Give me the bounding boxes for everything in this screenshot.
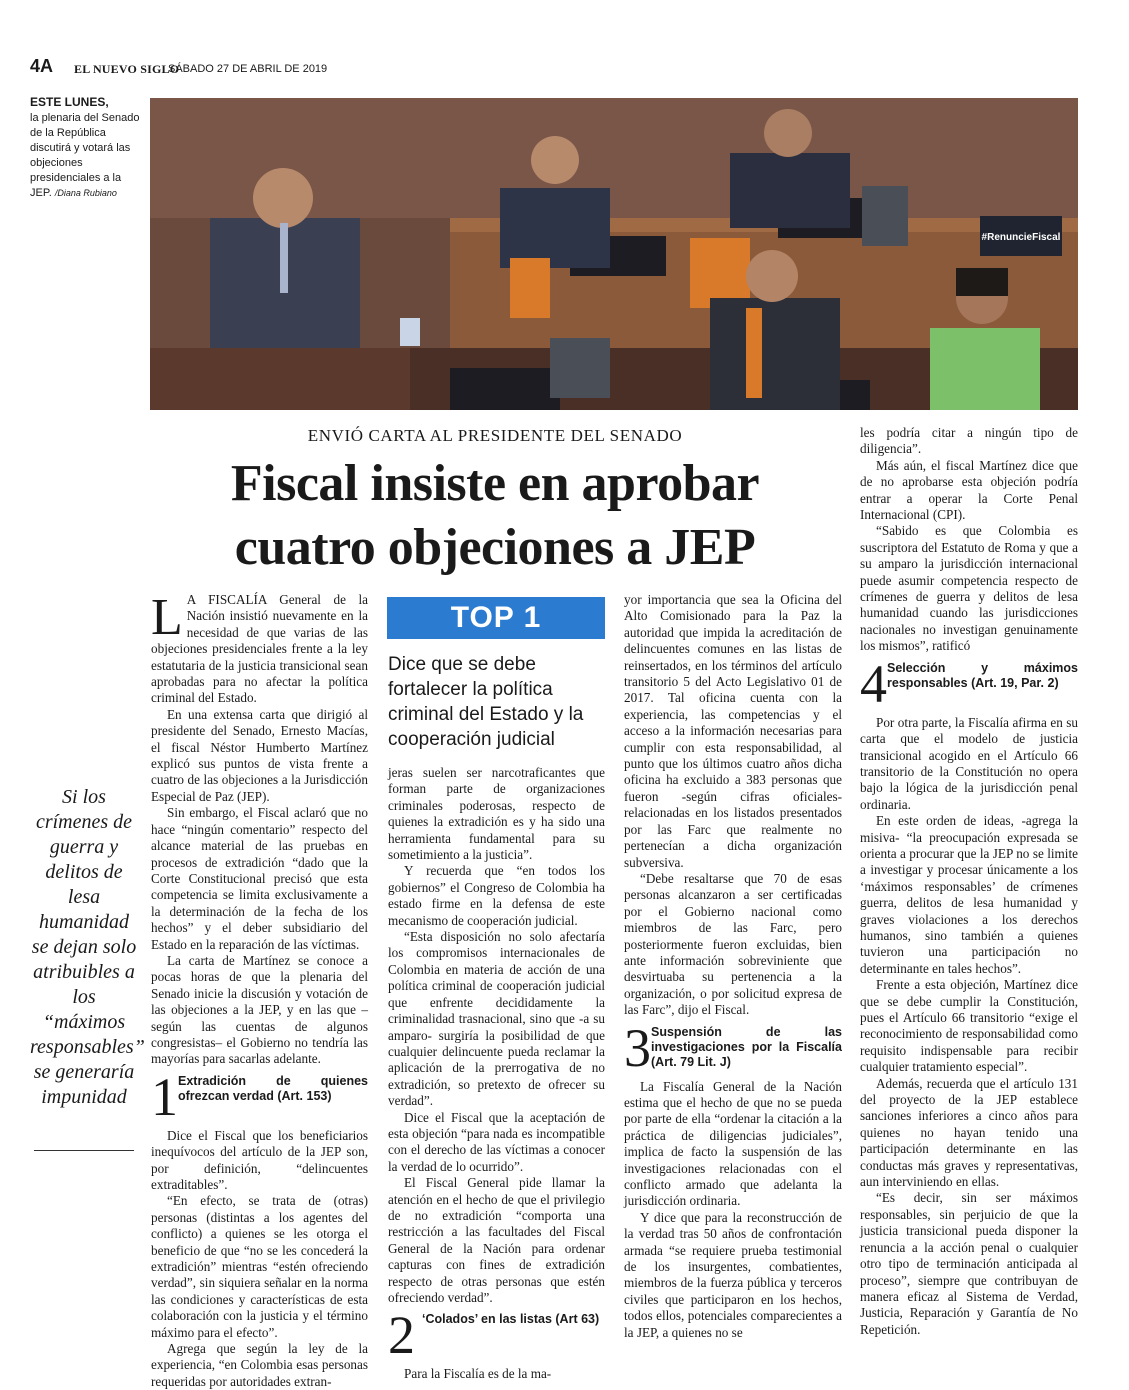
paragraph: El Fiscal General pide llamar la atención en el hecho de que el privilegio de no extradición “comporta una restricción a las facultades del Fiscal General de la Nación para ordenar capturas con fines de extradición respecto de otras personas que estén ofreciendo verdad”. — [388, 1175, 605, 1305]
subhead-number: 1 — [151, 1066, 178, 1127]
headline-line-2: cuatro objeciones a JEP — [234, 519, 756, 576]
paragraph: La Fiscalía General de la Nación estima que el hecho de que no se pueda por parte de ella “ordenar la citación a la práctica de diligencias judiciales”, implica de facto la suspensión de las investigaciones relacionadas con el conflicto armado que adelanta la jurisdicción ordinaria. — [624, 1078, 842, 1209]
article-kicker: ENVIÓ CARTA AL PRESIDENTE DEL SENADO — [307, 426, 683, 445]
paragraph: Por otra parte, la Fiscalía afirma en su carta que el modelo de justicia transicional acogido en el Artículo 66 transitorio de la Constitución no opera bajo la lógica de la jurisdicción penal ordinaria. — [860, 714, 1078, 812]
paragraph: yor importancia que sea la Oficina del Alto Comisionado para la Paz la autoridad que impida la acreditación de delincuentes comunes en las listas de reinsertados, en los términos del artículo transitorio 5 del Acto Legislativo 01 de 2017. Tal oficina cuenta con la experiencia, las competencias y el acceso a la información necesarias para cumplir con esta responsabilidad, al punto que los últimos cuatro años dicha oficina ha excluido a 383 personas que fueron -según cifras oficiales- relacionadas en los listados presentados por las Farc que realmente no pertenecían a dicha organización subversiva. — [624, 592, 842, 870]
paragraph: En una extensa carta que dirigió al presidente del Senado, Ernesto Macías, el fiscal Néstor Humberto Martínez explicó sus puntos de vista frente a cuatro de las objeciones a la Jurisdicción Especial de Paz (JEP). — [151, 706, 368, 804]
paragraph: A FISCALÍA General de la Nación insistió nuevamente en la necesidad de que varias de las objeciones presidenciales frente a la ley estatutaria de la justicia transicional sean aprobadas para no afectar la política criminal del Estado. — [151, 592, 368, 706]
article-headline — [150, 452, 840, 580]
subhead-number: 2 — [388, 1305, 415, 1366]
photo-caption — [30, 95, 140, 201]
caption-text: la plenaria del Senado de la República discutirá y votará las objeciones presidenciales a la JEP. — [30, 112, 140, 199]
protest-sign-text: #RenuncieFiscal — [981, 232, 1061, 243]
paragraph: “Debe resaltarse que 70 de esas personas alcanzaron a ser certificadas por el Gobierno nacional como miembros de las Farc, pero posteriormente fueron excluidas, bien ante información sobreviniente que desvirtuaba su pertenencia a la organización, o por solicitud expresa de las Farc”, dijo el Fiscal. — [624, 870, 842, 1018]
subhead-title: Selección y máximos responsables (Art. 19, Par. 2) — [887, 660, 1078, 690]
drop-cap: L — [151, 589, 183, 646]
paragraph: “Esta disposición no solo afectaría los compromisos internacionales de Colombia en materia de acción de una política criminal de cooperación judicial que enfrente decididamente la criminalidad trasnacional, sino que -a su amparo- surgiría la posibilidad de que cualquier delincuente pueda reclamar la aplicación de la prerrogativa de no extradición, so pretexto de ofrecer su verdad”. — [388, 929, 605, 1109]
column-3 — [624, 592, 842, 1341]
paragraph: Más aún, el fiscal Martínez dice que de no aprobarse esta objeción podría entrar a operar la Corte Penal Internacional (CPI). — [860, 457, 1078, 523]
subhead-2 — [388, 1305, 605, 1366]
column-1 — [151, 589, 368, 1390]
paragraph: Además, recuerda que el artículo 131 del proyecto de la JEP establece sanciones inferiores a cinco años para quienes no hayan tenido una participación determinante en las conductas más graves y representativas, aun interviniendo en ellas. — [860, 1075, 1078, 1190]
issue-date: SÁBADO 27 DE ABRIL DE 2019 — [168, 63, 328, 75]
subhead-number: 3 — [624, 1017, 651, 1078]
paragraph: “En efecto, se trata de (otras) personas (distintas a los agentes del conflicto) a quienes se les otorga el beneficio de que “no se les concederá la extradición” mientras “estén ofreciendo verdad”, sin siquiera señalar en la norma las condiciones y características de esta colaboración con la justicia y el término máximo para el efecto”. — [151, 1193, 368, 1340]
paragraph: Y dice que para la reconstrucción de la verdad tras 50 años de confrontación armada “se requiere prueba testimonial de los insurgentes, combatientes, miembros de la fuerza pública y terceros civiles que participaron en los hechos, todos ellos, potenciales comparecientes a la JEP, a quienes no se — [624, 1209, 842, 1340]
caption-lead: ESTE LUNES, — [30, 95, 109, 109]
paragraph: Dice el Fiscal que la aceptación de esta objeción “para nada es incompatible con el derecho de las víctimas a conocer la verdad de lo ocurrido”. — [388, 1109, 605, 1174]
photo-credit: /Diana Rubiano — [54, 188, 117, 198]
paragraph: jeras suelen ser narcotraficantes que forman parte de organizaciones criminales poderosas, respecto de quienes la extradición es y ha sido una herramienta fundamental para su sometimiento a la justicia”. — [388, 765, 605, 863]
top1-text: Dice que se debe fortalecer la política criminal del Estado y la cooperación judicial — [388, 654, 584, 750]
paragraph: Sin embargo, el Fiscal aclaró que no hace “ningún comentario” respecto del alcance material de las pruebas en procesos de extradición “dado que la Corte Constitucional precisó que esta competencia se limita exclusivamente a la determinación de la fecha de los hechos” y el deber subsidiario del Estado en la reparación de las víctimas. — [151, 805, 368, 952]
page-number: 4A — [30, 56, 54, 76]
subhead-title: Suspensión de las investigaciones por la Fiscalía (Art. 79 Lit. J) — [651, 1024, 842, 1069]
subhead-title: ‘Colados’ en las listas (Art 63) — [422, 1312, 600, 1327]
paragraph: Agrega que según la ley de la experiencia, “en Colombia esas personas requeridas por autoridades extran- — [151, 1341, 368, 1389]
column-4 — [860, 425, 1078, 1338]
paragraph: Dice el Fiscal que los beneficiarios inequívocos del artículo de la JEP son, por definición, “delincuentes extraditables”. — [151, 1127, 368, 1192]
subhead-4 — [860, 653, 1078, 714]
paragraph: “Sabido es que Colombia es suscriptora del Estatuto de Roma y que a su amparo la jurisdicción internacional puede asumir competencia respecto de crímenes de guerra y delitos de lesa humanidad cuando las jurisdicciones nacionales no investigan genuinamente los mismos”, ratificó — [860, 523, 1078, 654]
column-2 — [388, 765, 605, 1383]
paragraph: “Es decir, sin ser máximos responsables, sin perjuicio de que la justicia transicional pueda disponer la renuncia a la acción penal o cualquier otro tipo de terminación anticipada al proceso”, siempre que contribuyan de manera eficaz al Sistema de Verdad, Justicia, Reparación y Garantía de No Repetición. — [860, 1190, 1078, 1337]
paragraph: La carta de Martínez se conoce a pocas horas de que la plenaria del Senado inicie la discusión y votación de las objeciones a la JEP, y en las que –según las cuentas de algunos congresistas– el Gobierno no tendría las mayorías para sacarlas adelante. — [151, 952, 368, 1067]
subhead-3 — [624, 1017, 842, 1078]
subhead-title: Extradición de quienes ofrezcan verdad (Art. 153) — [178, 1073, 368, 1103]
pull-quote-rule — [34, 1150, 134, 1151]
paragraph: En este orden de ideas, -agrega la misiva- “la preocupación expresada se orienta a procurar que la JEP no se limite a investigar y procesar únicamente a los ‘máximos responsables’ de crímenes guerra, delitos de lesa humanidad y graves violaciones a los derechos humanos, sino también a quienes tuvieron una participación no determinante en tales hechos”. — [860, 813, 1078, 976]
subhead-1 — [151, 1066, 368, 1127]
paragraph: Y recuerda que “en todos los gobiernos” el Congreso de Colombia ha estado firme en la defensa de este mecanismo de cooperación judicial. — [388, 863, 605, 928]
newspaper-name: EL NUEVO SIGLO — [74, 62, 180, 76]
headline-line-1: Fiscal insiste en aprobar — [230, 455, 760, 512]
senate-photo — [150, 98, 1078, 410]
paragraph: les podría citar a ningún tipo de diligencia”. — [860, 425, 1078, 457]
top1-badge: TOP 1 — [387, 597, 605, 639]
pull-quote: Si los crímenes de guerra y delitos de lesa humanidad se dejan solo atribuibles a los “máximos responsables” se generaría impunidad — [30, 786, 145, 1108]
paragraph: Frente a esta objeción, Martínez dice que se debe cumplir la Constitución, pues el Artículo 66 transitorio “exige el reconocimiento de responsabilidad como requisito indispensable para recibir cualquier tratamiento especial”. — [860, 977, 1078, 1075]
paragraph: Para la Fiscalía es de la ma- — [404, 1366, 552, 1382]
subhead-number: 4 — [860, 653, 887, 714]
